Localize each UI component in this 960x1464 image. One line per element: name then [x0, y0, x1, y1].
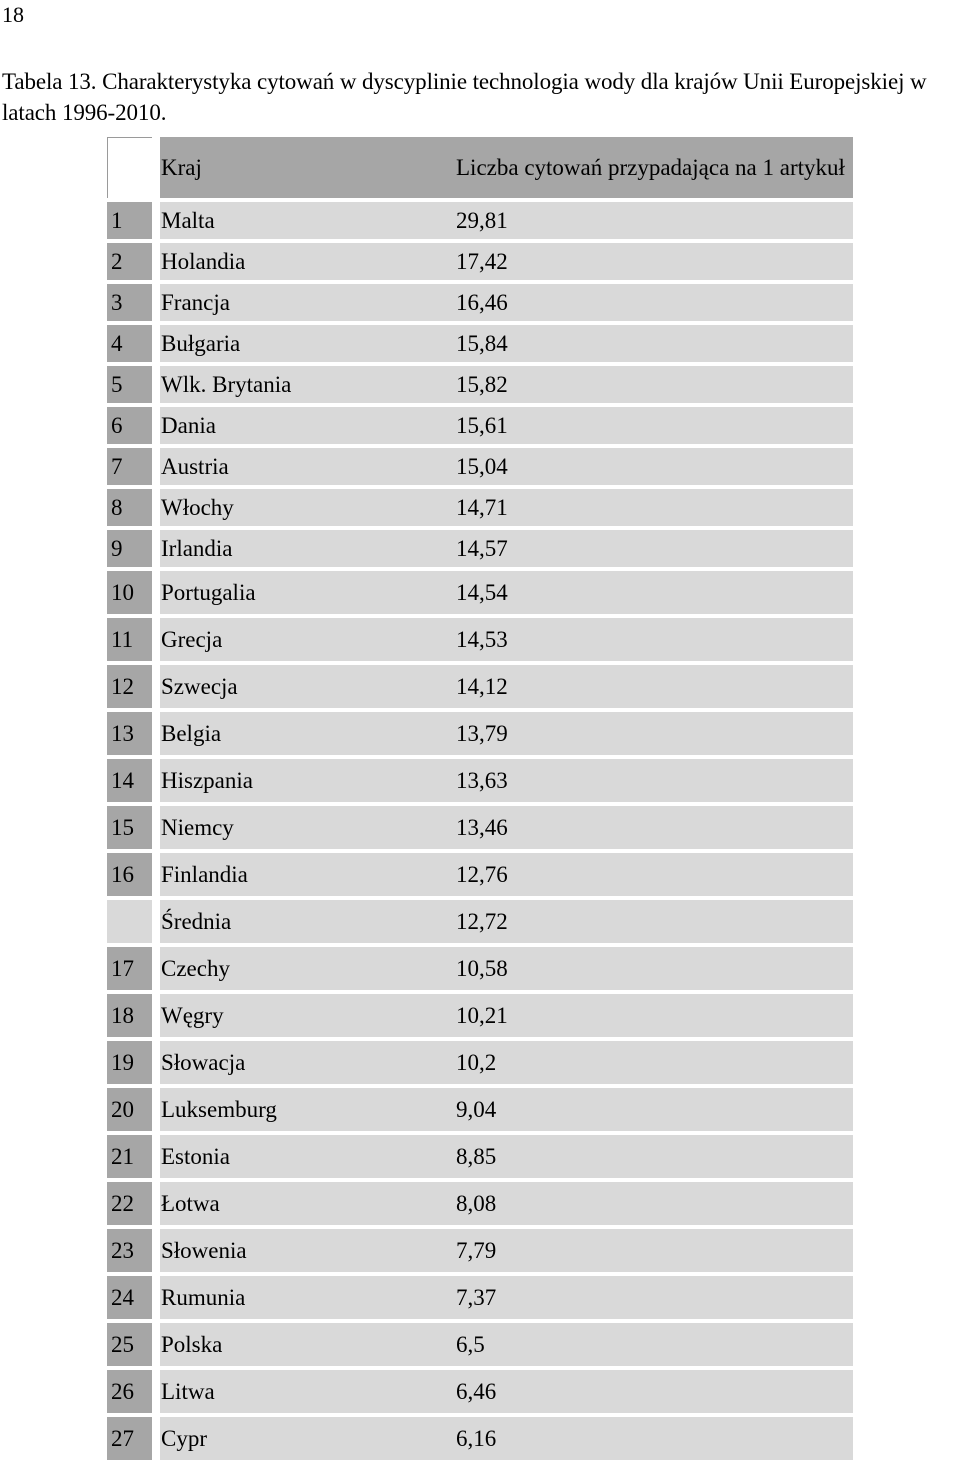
value-cell: 29,81	[451, 202, 853, 239]
rank-cell: 7	[107, 448, 152, 485]
value-cell: 15,61	[451, 407, 853, 444]
rank-cell: 26	[107, 1370, 152, 1413]
value-cell: 14,12	[451, 665, 853, 708]
country-cell: Niemcy	[160, 806, 451, 849]
country-cell: Słowenia	[160, 1229, 451, 1272]
value-cell: 14,71	[451, 489, 853, 526]
header-rank-cell	[107, 137, 152, 198]
country-cell: Grecja	[160, 618, 451, 661]
rank-cell: 25	[107, 1323, 152, 1366]
rank-cell: 16	[107, 853, 152, 896]
value-cell: 10,2	[451, 1041, 853, 1084]
rank-cell: 3	[107, 284, 152, 321]
table-row	[107, 284, 853, 321]
table-row	[107, 1182, 853, 1225]
table-row	[107, 1276, 853, 1319]
table-row	[107, 994, 853, 1037]
value-cell: 14,57	[451, 530, 853, 567]
table-row	[107, 243, 853, 280]
table-row	[107, 665, 853, 708]
header-value: Liczba cytowań przypadająca na 1 artykuł	[451, 137, 853, 198]
country-cell: Dania	[160, 407, 451, 444]
value-cell: 6,46	[451, 1370, 853, 1413]
country-cell: Francja	[160, 284, 451, 321]
value-cell: 10,58	[451, 947, 853, 990]
table-row	[107, 366, 853, 403]
rank-cell: 15	[107, 806, 152, 849]
country-cell: Luksemburg	[160, 1088, 451, 1131]
rank-cell: 5	[107, 366, 152, 403]
table-row	[107, 1229, 853, 1272]
country-cell: Włochy	[160, 489, 451, 526]
rank-cell: 9	[107, 530, 152, 567]
rank-cell: 18	[107, 994, 152, 1037]
country-cell: Finlandia	[160, 853, 451, 896]
rank-cell: 24	[107, 1276, 152, 1319]
value-cell: 13,63	[451, 759, 853, 802]
country-cell: Belgia	[160, 712, 451, 755]
value-cell: 6,16	[451, 1417, 853, 1460]
value-cell: 12,72	[451, 900, 853, 943]
country-cell: Słowacja	[160, 1041, 451, 1084]
value-cell: 9,04	[451, 1088, 853, 1131]
rank-cell: 12	[107, 665, 152, 708]
rank-cell: 2	[107, 243, 152, 280]
value-cell: 12,76	[451, 853, 853, 896]
value-cell: 7,37	[451, 1276, 853, 1319]
table-row	[107, 571, 853, 614]
value-cell: 8,08	[451, 1182, 853, 1225]
rank-cell: 19	[107, 1041, 152, 1084]
table-caption: Tabela 13. Charakterystyka cytowań w dyscyplinie technologia wody dla krajów Unii Europejskiej w latach 1996-2010.	[2, 69, 927, 125]
value-cell: 7,79	[451, 1229, 853, 1272]
value-cell: 13,46	[451, 806, 853, 849]
table-row	[107, 759, 853, 802]
rank-cell: 10	[107, 571, 152, 614]
rank-cell: 22	[107, 1182, 152, 1225]
table-row	[107, 806, 853, 849]
table-row	[107, 407, 853, 444]
country-cell: Estonia	[160, 1135, 451, 1178]
country-cell: Czechy	[160, 947, 451, 990]
table-row	[107, 1041, 853, 1084]
rank-cell: 8	[107, 489, 152, 526]
header-country: Kraj	[160, 137, 451, 198]
table-row	[107, 530, 853, 567]
value-cell: 17,42	[451, 243, 853, 280]
rank-cell: 27	[107, 1417, 152, 1460]
table-row	[107, 448, 853, 485]
table-row	[107, 1370, 853, 1413]
value-cell: 15,82	[451, 366, 853, 403]
table-row	[107, 618, 853, 661]
value-cell: 10,21	[451, 994, 853, 1037]
table-row	[107, 1135, 853, 1178]
average-row	[107, 900, 853, 943]
country-cell: Węgry	[160, 994, 451, 1037]
rank-cell: 17	[107, 947, 152, 990]
country-cell: Litwa	[160, 1370, 451, 1413]
rank-cell: 21	[107, 1135, 152, 1178]
country-cell: Hiszpania	[160, 759, 451, 802]
rank-cell: 4	[107, 325, 152, 362]
country-cell: Łotwa	[160, 1182, 451, 1225]
country-cell: Szwecja	[160, 665, 451, 708]
table-row	[107, 202, 853, 239]
value-cell: 16,46	[451, 284, 853, 321]
rank-cell: 20	[107, 1088, 152, 1131]
country-cell: Holandia	[160, 243, 451, 280]
country-cell: Austria	[160, 448, 451, 485]
table-row	[107, 325, 853, 362]
rank-cell: 6	[107, 407, 152, 444]
table-row	[107, 947, 853, 990]
country-cell: Malta	[160, 202, 451, 239]
table-row	[107, 1323, 853, 1366]
table-row	[107, 489, 853, 526]
table-row	[107, 1417, 853, 1460]
value-cell: 6,5	[451, 1323, 853, 1366]
rank-cell: 11	[107, 618, 152, 661]
citations-table	[107, 133, 853, 1464]
rank-cell: 23	[107, 1229, 152, 1272]
page-number: 18	[2, 2, 24, 27]
value-cell: 13,79	[451, 712, 853, 755]
value-cell: 8,85	[451, 1135, 853, 1178]
rank-cell: 1	[107, 202, 152, 239]
table-row	[107, 853, 853, 896]
rank-cell: 13	[107, 712, 152, 755]
country-cell: Wlk. Brytania	[160, 366, 451, 403]
table-header-row	[107, 137, 853, 198]
table-row	[107, 1088, 853, 1131]
country-cell: Irlandia	[160, 530, 451, 567]
value-cell: 15,04	[451, 448, 853, 485]
country-cell: Cypr	[160, 1417, 451, 1460]
country-cell: Średnia	[160, 900, 451, 943]
country-cell: Bułgaria	[160, 325, 451, 362]
country-cell: Polska	[160, 1323, 451, 1366]
value-cell: 14,53	[451, 618, 853, 661]
value-cell: 15,84	[451, 325, 853, 362]
rank-cell	[107, 900, 152, 943]
table-row	[107, 712, 853, 755]
country-cell: Rumunia	[160, 1276, 451, 1319]
rank-cell: 14	[107, 759, 152, 802]
value-cell: 14,54	[451, 571, 853, 614]
country-cell: Portugalia	[160, 571, 451, 614]
